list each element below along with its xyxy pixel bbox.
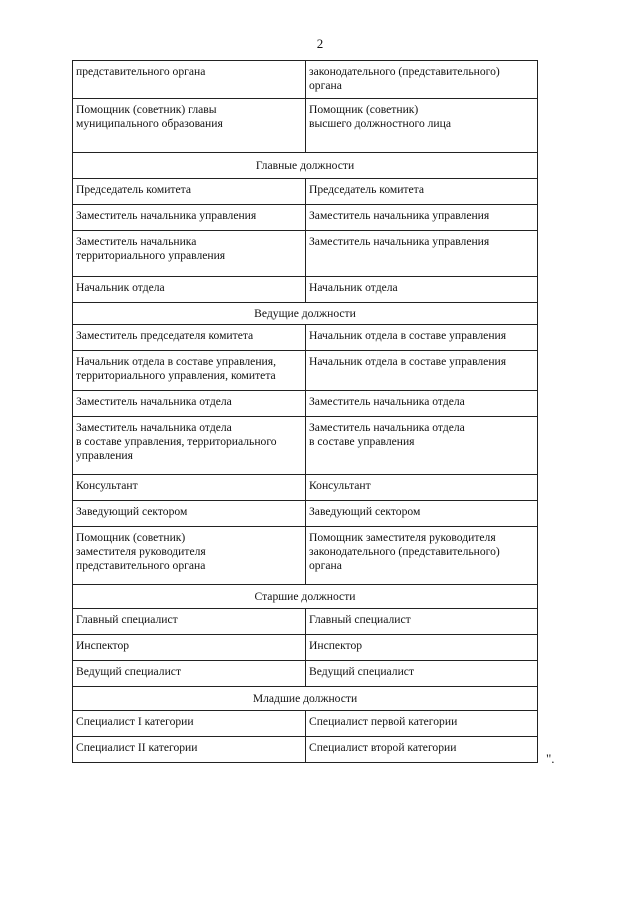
table-row [73, 351, 538, 391]
state-position-cell: Специалист второй категории [306, 737, 538, 763]
table-row [73, 179, 538, 205]
table-row [73, 391, 538, 417]
section-header-row [73, 585, 538, 609]
municipal-position-cell: Главный специалист [73, 609, 306, 635]
state-position-cell: Специалист первой категории [306, 711, 538, 737]
table-row [73, 661, 538, 687]
state-position-cell: Заместитель начальника отдела в составе управления [306, 417, 538, 475]
municipal-position-cell: Ведущий специалист [73, 661, 306, 687]
section-title: Старшие должности [73, 585, 538, 609]
positions-table-body [73, 61, 538, 763]
state-position-cell: Ведущий специалист [306, 661, 538, 687]
municipal-position-cell: Заместитель начальника отдела [73, 391, 306, 417]
table-row [73, 231, 538, 277]
section-header-row [73, 153, 538, 179]
state-position-cell: Начальник отдела в составе управления [306, 325, 538, 351]
municipal-position-cell: Помощник (советник) главы муниципального образования [73, 99, 306, 153]
state-position-cell: Председатель комитета [306, 179, 538, 205]
table-row [73, 609, 538, 635]
municipal-position-cell: Специалист II категории [73, 737, 306, 763]
state-position-cell: Заместитель начальника управления [306, 231, 538, 277]
section-title: Главные должности [73, 153, 538, 179]
positions-table [72, 60, 538, 763]
table-row [73, 417, 538, 475]
state-position-cell: Заместитель начальника управления [306, 205, 538, 231]
municipal-position-cell: Консультант [73, 475, 306, 501]
municipal-position-cell: Заведующий сектором [73, 501, 306, 527]
table-row [73, 635, 538, 661]
municipal-position-cell: представительного органа [73, 61, 306, 99]
state-position-cell: Заместитель начальника отдела [306, 391, 538, 417]
municipal-position-cell: Помощник (советник) заместителя руководителя представительного органа [73, 527, 306, 585]
table-row [73, 475, 538, 501]
state-position-cell: Заведующий сектором [306, 501, 538, 527]
table-row [73, 61, 538, 99]
state-position-cell: Инспектор [306, 635, 538, 661]
municipal-position-cell: Заместитель начальника территориального управления [73, 231, 306, 277]
municipal-position-cell: Специалист I категории [73, 711, 306, 737]
section-header-row [73, 303, 538, 325]
state-position-cell: Помощник (советник) высшего должностного лица [306, 99, 538, 153]
section-title: Ведущие должности [73, 303, 538, 325]
state-position-cell: Главный специалист [306, 609, 538, 635]
municipal-position-cell: Заместитель начальника управления [73, 205, 306, 231]
page-number: 2 [316, 36, 324, 51]
municipal-position-cell: Заместитель начальника отдела в составе управления, территориального управления [73, 417, 306, 475]
table-row [73, 205, 538, 231]
municipal-position-cell: Инспектор [73, 635, 306, 661]
municipal-position-cell: Заместитель председателя комитета [73, 325, 306, 351]
table-row [73, 737, 538, 763]
state-position-cell: Помощник заместителя руководителя законодательного (представительного) органа [306, 527, 538, 585]
section-header-row [73, 687, 538, 711]
state-position-cell: Консультант [306, 475, 538, 501]
state-position-cell: Начальник отдела [306, 277, 538, 303]
state-position-cell: законодательного (представительного) органа [306, 61, 538, 99]
table-row [73, 527, 538, 585]
table-row [73, 501, 538, 527]
table-row [73, 99, 538, 153]
closing-quote: ". [546, 751, 555, 766]
state-position-cell: Начальник отдела в составе управления [306, 351, 538, 391]
section-title: Младшие должности [73, 687, 538, 711]
table-row [73, 711, 538, 737]
table-row [73, 277, 538, 303]
municipal-position-cell: Начальник отдела в составе управления, территориального управления, комитета [73, 351, 306, 391]
municipal-position-cell: Начальник отдела [73, 277, 306, 303]
table-row [73, 325, 538, 351]
municipal-position-cell: Председатель комитета [73, 179, 306, 205]
